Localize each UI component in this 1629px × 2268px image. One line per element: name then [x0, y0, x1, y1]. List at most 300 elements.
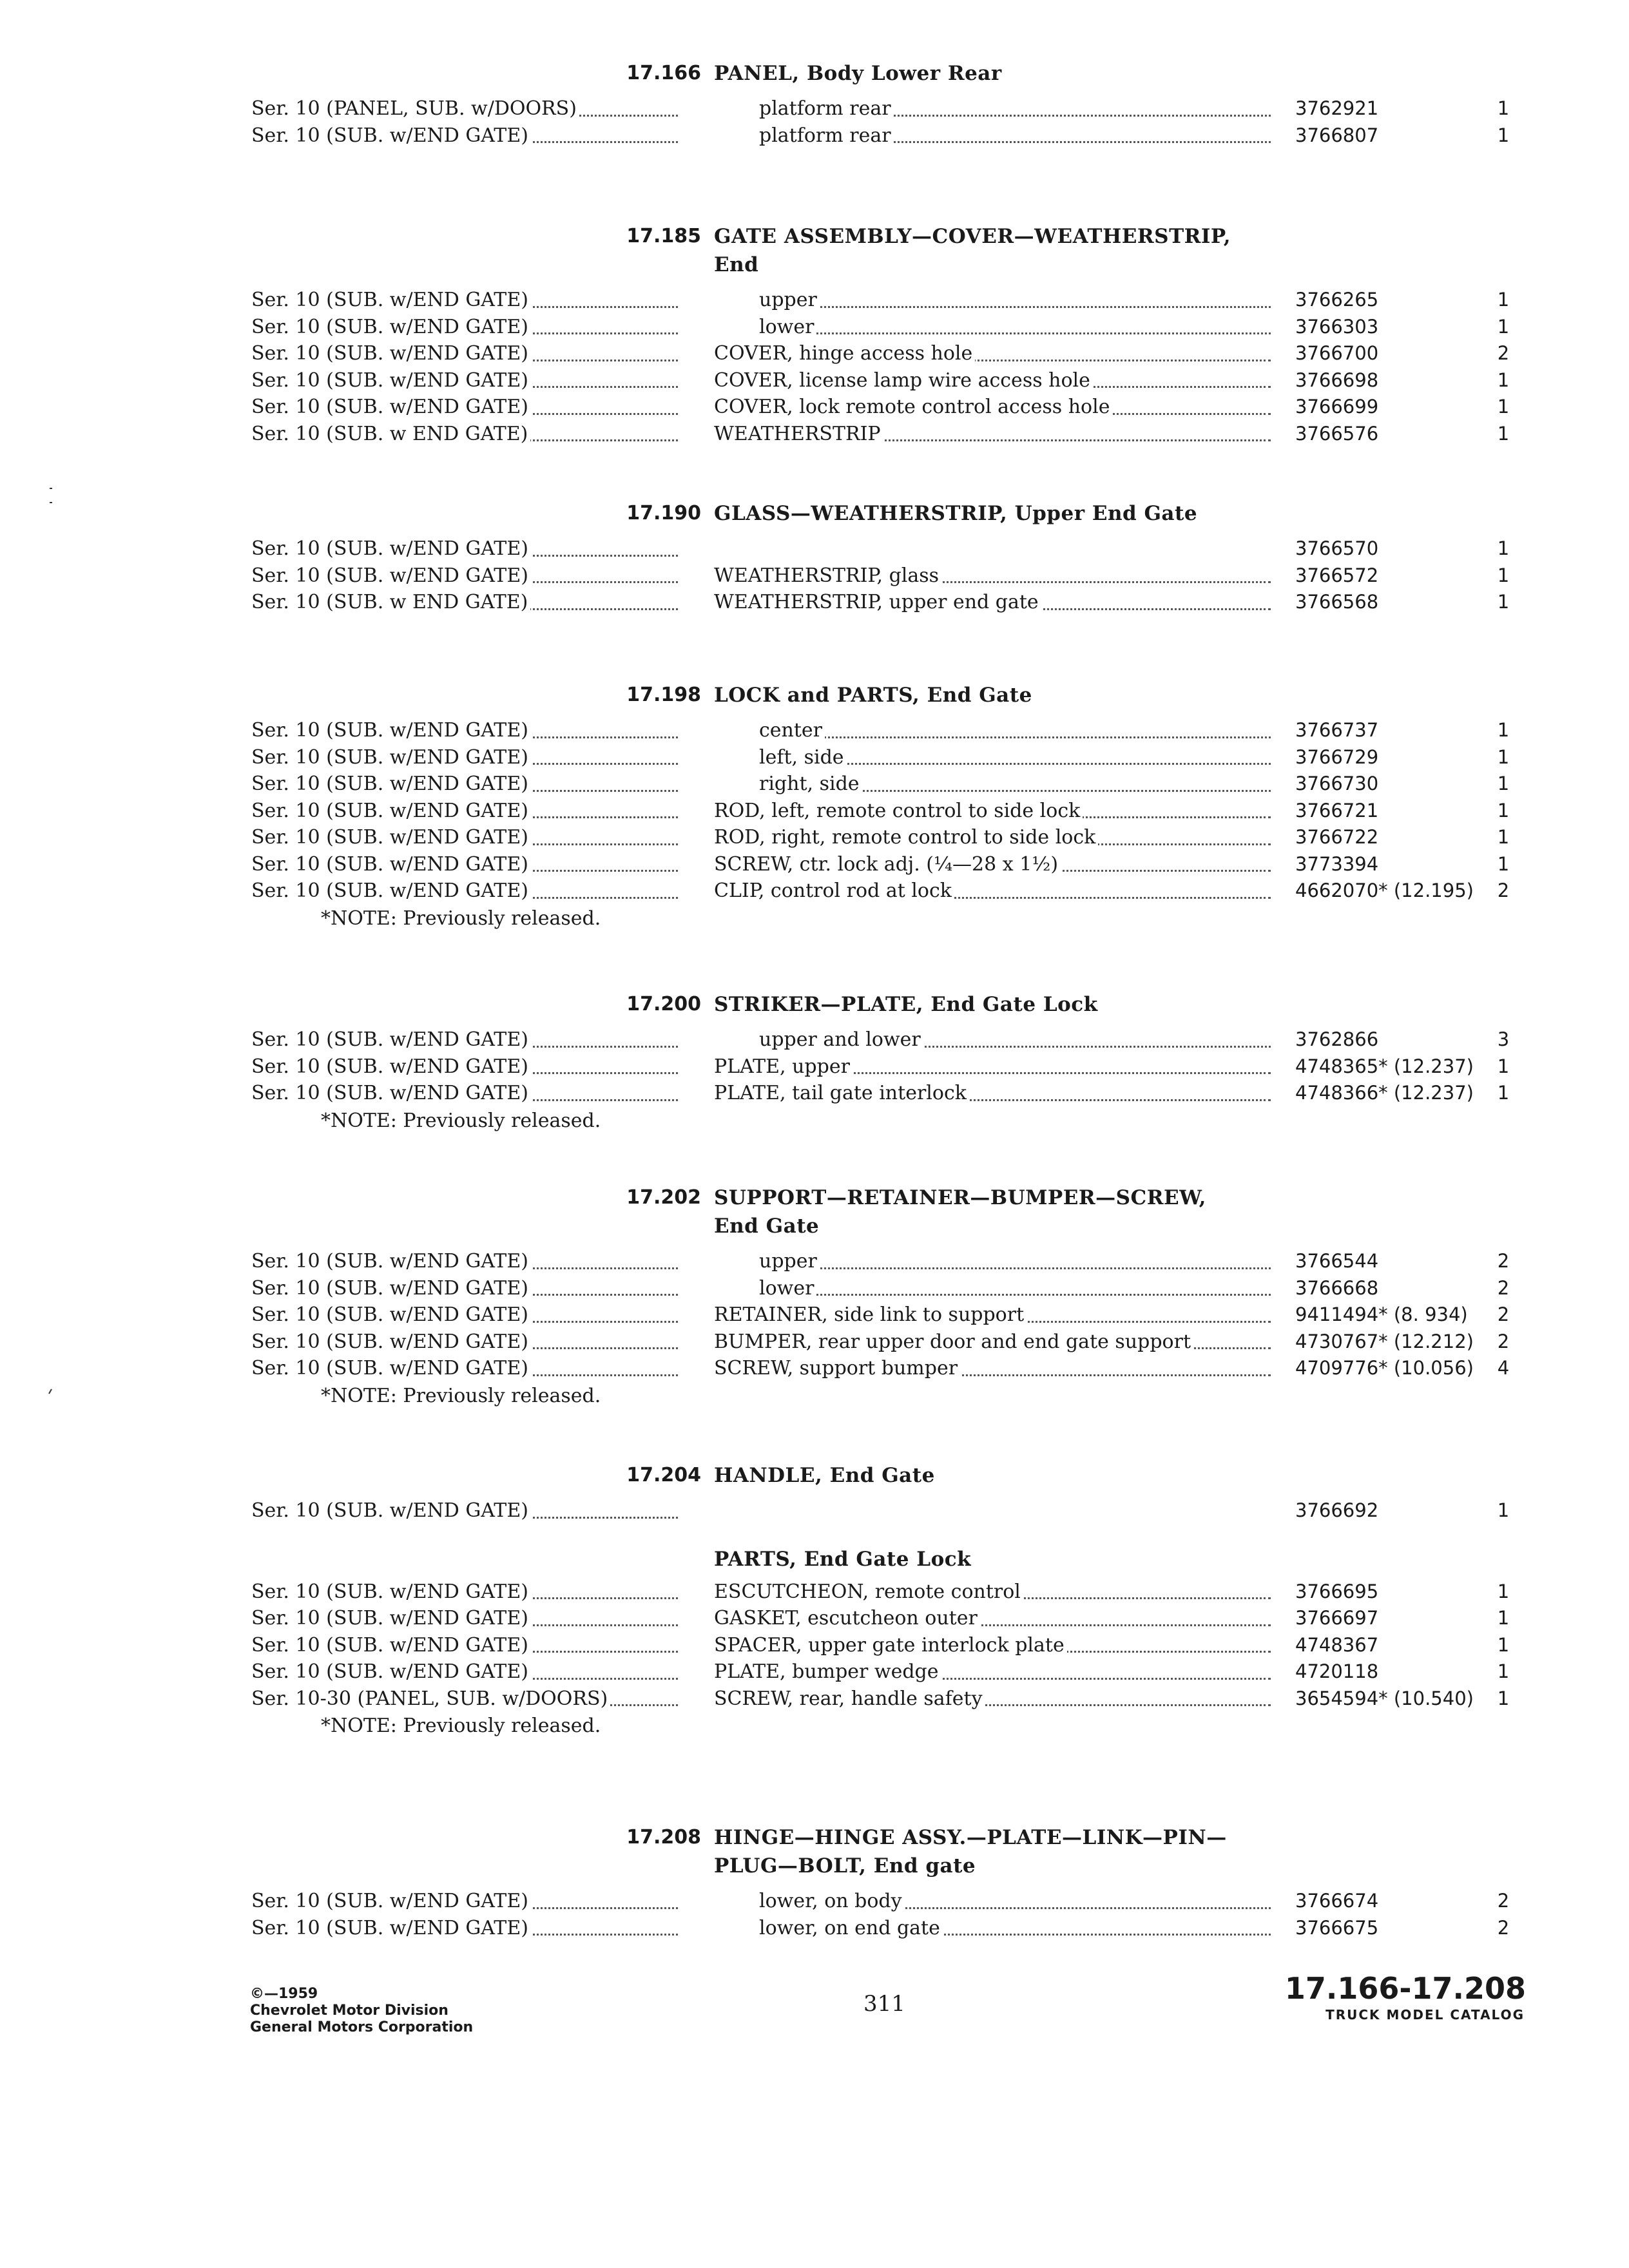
spacer	[0, 1019, 1629, 1026]
application-text: Ser. 10 (SUB. w/END GATE)	[251, 369, 531, 392]
part-number: 3766544	[1295, 1250, 1379, 1272]
leader-dots	[759, 1294, 1271, 1296]
part-number: 3766265	[1295, 289, 1379, 311]
part-number: 3766730	[1295, 773, 1379, 794]
quantity: 1	[1497, 537, 1510, 559]
description-cell	[714, 367, 1275, 394]
leader-dots	[759, 1267, 1271, 1269]
description-text: SCREW, rear, handle safety	[714, 1687, 985, 1710]
section-title: LOCK and PARTS, End Gate	[714, 684, 1032, 707]
application-text: Ser. 10 (SUB. w/END GATE)	[251, 826, 531, 849]
spacer	[0, 279, 1629, 287]
part-row	[0, 1080, 1629, 1107]
application-cell	[251, 1915, 683, 1942]
application-text: Ser. 10 (SUB. w/END GATE)	[251, 1890, 531, 1912]
part-number: 3766698	[1295, 369, 1379, 391]
quantity: 1	[1497, 97, 1510, 119]
application-cell	[251, 851, 683, 878]
section-note: *NOTE: Previously released.	[321, 1715, 601, 1737]
description-text: COVER, hinge access hole	[714, 342, 975, 365]
footer-corporation: General Motors Corporation	[250, 2019, 474, 2035]
quantity: 2	[1497, 1250, 1510, 1272]
application-text: Ser. 10 (SUB. w/END GATE)	[251, 1028, 531, 1051]
application-text: Ser. 10 (SUB. w/END GATE)	[251, 124, 531, 147]
application-text: Ser. 10 (SUB. w/END GATE)	[251, 1303, 531, 1326]
description-cell	[714, 878, 1275, 905]
section-heading	[0, 499, 1629, 528]
section-title: STRIKER—PLATE, End Gate Lock	[714, 993, 1098, 1016]
parts-rows	[0, 1026, 1629, 1107]
part-row	[0, 589, 1629, 616]
section-number: 17.208	[626, 1826, 701, 1849]
application-text: Ser. 10 (SUB. w/END GATE)	[251, 1917, 531, 1939]
quantity: 1	[1497, 1580, 1510, 1602]
part-row	[0, 1888, 1629, 1915]
description-cell	[714, 1329, 1275, 1356]
part-row	[0, 771, 1629, 798]
section-heading	[0, 681, 1629, 709]
application-text: Ser. 10 (SUB. w/END GATE)	[251, 289, 531, 311]
section-title: SUPPORT—RETAINER—BUMPER—SCREW,	[714, 1186, 1206, 1209]
part-number: 3766692	[1295, 1499, 1379, 1521]
part-number: 3773394	[1295, 852, 1379, 875]
spacer	[0, 709, 1629, 717]
part-row	[0, 798, 1629, 825]
part-row	[0, 1026, 1629, 1053]
application-text: Ser. 10 (SUB. w/END GATE)	[251, 800, 531, 822]
application-cell	[251, 1632, 683, 1659]
part-row	[0, 340, 1629, 367]
part-row	[0, 1915, 1629, 1942]
description-text: RETAINER, side link to support	[714, 1303, 1027, 1326]
parts-rows	[0, 1579, 1629, 1713]
application-text: Ser. 10 (SUB. w/END GATE)	[251, 1607, 531, 1629]
quantity: 1	[1497, 799, 1510, 822]
catalog-section	[0, 1823, 1629, 1941]
description-cell	[759, 1275, 1275, 1302]
application-text: Ser. 10 (SUB. w/END GATE)	[251, 396, 531, 418]
application-cell	[251, 1080, 683, 1107]
description-text: ROD, left, remote control to side lock	[714, 800, 1083, 822]
part-row	[0, 878, 1629, 905]
part-number: 3766572	[1295, 564, 1379, 586]
description-cell	[759, 1248, 1275, 1275]
spacer	[0, 1490, 1629, 1497]
part-row	[0, 421, 1629, 448]
description-text: lower	[759, 316, 816, 338]
quantity: 2	[1497, 1890, 1510, 1912]
application-cell	[251, 1329, 683, 1356]
section-number: 17.204	[626, 1464, 701, 1486]
part-row	[0, 1053, 1629, 1081]
application-text: Ser. 10 (SUB. w/END GATE)	[251, 1660, 531, 1683]
description-text: lower, on end gate	[759, 1917, 943, 1939]
description-text: SCREW, support bumper	[714, 1357, 960, 1379]
subsection-title: PARTS, End Gate Lock	[714, 1547, 972, 1571]
application-cell	[251, 1605, 683, 1632]
application-cell	[251, 744, 683, 771]
application-text: Ser. 10 (SUB. w/END GATE)	[251, 342, 531, 365]
description-text: GASKET, escutcheon outer	[714, 1607, 980, 1629]
description-cell	[714, 1302, 1275, 1329]
part-row	[0, 824, 1629, 851]
section-heading-continued	[0, 251, 1629, 279]
quantity: 1	[1497, 719, 1510, 741]
part-number: 3766737	[1295, 719, 1379, 741]
application-cell	[251, 287, 683, 314]
description-text: SCREW, ctr. lock adj. (¼—28 x 1½)	[714, 853, 1061, 876]
part-number: 3766695	[1295, 1580, 1379, 1602]
section-title-continued: PLUG—BOLT, End gate	[714, 1854, 976, 1878]
description-cell	[714, 340, 1275, 367]
spacer	[0, 1880, 1629, 1888]
quantity: 1	[1497, 315, 1510, 338]
part-number: 3766668	[1295, 1276, 1379, 1299]
subsection-heading	[0, 1540, 1629, 1579]
part-row	[0, 367, 1629, 394]
description-text: lower, on body	[759, 1890, 905, 1912]
part-row	[0, 1632, 1629, 1659]
footer-publisher	[250, 1986, 473, 2036]
quantity: 1	[1497, 1082, 1510, 1104]
quantity: 1	[1497, 1499, 1510, 1521]
quantity: 1	[1497, 591, 1510, 613]
description-cell	[714, 589, 1275, 616]
description-text: left, side	[759, 746, 847, 769]
section-heading-continued	[0, 1852, 1629, 1880]
description-cell	[759, 314, 1275, 341]
footer-division: Chevrolet Motor Division	[250, 2003, 448, 2019]
catalog-section	[0, 990, 1629, 1135]
part-row	[0, 287, 1629, 314]
description-text: center	[759, 719, 825, 742]
part-number: 4748367	[1295, 1633, 1379, 1656]
margin-mark	[48, 486, 54, 506]
part-row	[0, 717, 1629, 744]
section-note: *NOTE: Previously released.	[321, 1384, 601, 1407]
leader-dots	[759, 736, 1271, 738]
description-text: COVER, lock remote control access hole	[714, 396, 1112, 418]
description-text: COVER, license lamp wire access hole	[714, 369, 1093, 392]
application-cell	[251, 878, 683, 905]
part-number: 3762921	[1295, 97, 1379, 119]
spacer	[0, 1240, 1629, 1248]
section-number: 17.200	[626, 993, 701, 1015]
description-text: ESCUTCHEON, remote control	[714, 1581, 1023, 1603]
quantity: 2	[1497, 1330, 1510, 1352]
application-cell	[251, 1302, 683, 1329]
application-cell	[251, 314, 683, 341]
application-cell	[251, 367, 683, 394]
description-cell	[759, 744, 1275, 771]
part-row	[0, 1497, 1629, 1524]
quantity: 2	[1497, 342, 1510, 364]
part-number: 4709776* (10.056)	[1295, 1357, 1474, 1379]
part-number: 3766729	[1295, 745, 1379, 768]
part-row	[0, 1329, 1629, 1356]
application-cell	[251, 394, 683, 421]
part-number: 3766570	[1295, 537, 1379, 559]
description-cell	[714, 1355, 1275, 1382]
application-cell	[251, 535, 683, 562]
description-cell	[759, 287, 1275, 314]
application-text: Ser. 10 (SUB. w/END GATE)	[251, 1250, 531, 1273]
catalog-section	[0, 681, 1629, 933]
description-text: lower	[759, 1277, 816, 1300]
description-cell	[714, 1632, 1275, 1659]
part-row	[0, 851, 1629, 878]
description-cell	[714, 1080, 1275, 1107]
description-text: right, side	[759, 773, 862, 795]
spacer	[0, 88, 1629, 95]
quantity: 2	[1497, 1276, 1510, 1299]
margin-mark-small	[48, 1385, 53, 1392]
section-number: 17.166	[626, 62, 701, 84]
part-row	[0, 562, 1629, 590]
description-text: WEATHERSTRIP, glass	[714, 564, 941, 587]
application-text: Ser. 10 (SUB. w/END GATE)	[251, 1277, 531, 1300]
part-row	[0, 394, 1629, 421]
application-text: Ser. 10 (SUB. w END GATE)	[251, 591, 530, 613]
catalog-section	[0, 59, 1629, 149]
footer-copyright: ©—1959	[250, 1986, 318, 2002]
section-number: 17.185	[626, 225, 701, 247]
parts-rows	[0, 1497, 1629, 1524]
application-cell	[251, 1888, 683, 1915]
part-number: 3766568	[1295, 591, 1379, 613]
application-cell	[251, 1026, 683, 1053]
application-cell	[251, 122, 683, 149]
section-heading	[0, 1184, 1629, 1212]
description-text: SPACER, upper gate interlock plate	[714, 1634, 1067, 1657]
spacer	[0, 528, 1629, 535]
description-cell	[759, 717, 1275, 744]
application-cell	[251, 824, 683, 851]
description-cell	[714, 394, 1275, 421]
section-title-continued: End	[714, 253, 759, 276]
part-row	[0, 744, 1629, 771]
quantity: 4	[1497, 1357, 1510, 1379]
quantity: 1	[1497, 289, 1510, 311]
description-cell	[759, 95, 1275, 122]
part-number: 4662070* (12.195)	[1295, 879, 1474, 901]
part-number: 3762866	[1295, 1028, 1379, 1050]
part-number: 3766675	[1295, 1916, 1379, 1939]
quantity: 1	[1497, 826, 1510, 848]
part-row	[0, 1275, 1629, 1302]
application-cell	[251, 1053, 683, 1081]
application-cell	[251, 1497, 683, 1524]
part-number: 3766700	[1295, 342, 1379, 364]
application-text: Ser. 10 (SUB. w/END GATE)	[251, 537, 531, 560]
catalog-section	[0, 222, 1629, 447]
section-title: GLASS—WEATHERSTRIP, Upper End Gate	[714, 502, 1198, 525]
part-number: 4748366* (12.237)	[1295, 1082, 1474, 1104]
section-title: HANDLE, End Gate	[714, 1464, 935, 1487]
description-text: upper and lower	[759, 1028, 923, 1051]
description-text: ROD, right, remote control to side lock	[714, 826, 1098, 849]
quantity: 3	[1497, 1028, 1510, 1050]
description-cell	[759, 771, 1275, 798]
section-note: *NOTE: Previously released.	[321, 1109, 601, 1132]
section-title: PANEL, Body Lower Rear	[714, 62, 1002, 85]
part-row	[0, 1686, 1629, 1713]
section-number: 17.190	[626, 502, 701, 524]
description-cell	[714, 1579, 1275, 1606]
quantity: 1	[1497, 124, 1510, 146]
part-number: 3766807	[1295, 124, 1379, 146]
leader-dots	[759, 306, 1271, 308]
catalog-section	[0, 499, 1629, 616]
part-row	[0, 95, 1629, 122]
description-cell	[714, 1686, 1275, 1713]
catalog-section	[0, 1461, 1629, 1740]
description-cell	[714, 851, 1275, 878]
quantity: 1	[1497, 773, 1510, 794]
description-cell	[759, 1888, 1275, 1915]
description-text: PLATE, upper	[714, 1055, 853, 1078]
description-text: PLATE, bumper wedge	[714, 1660, 941, 1683]
description-cell	[714, 1605, 1275, 1632]
parts-rows	[0, 95, 1629, 149]
description-text: WEATHERSTRIP	[714, 423, 883, 445]
application-text: Ser. 10 (SUB. w/END GATE)	[251, 1055, 531, 1078]
application-text: Ser. 10 (SUB. w/END GATE)	[251, 746, 531, 769]
part-number: 3766697	[1295, 1607, 1379, 1629]
section-note: *NOTE: Previously released.	[321, 907, 601, 930]
application-text: Ser. 10 (SUB. w/END GATE)	[251, 1331, 531, 1353]
quantity: 1	[1497, 1687, 1510, 1709]
section-heading	[0, 1461, 1629, 1490]
application-cell	[251, 1579, 683, 1606]
description-cell	[714, 562, 1275, 590]
part-number: 3766699	[1295, 396, 1379, 418]
part-number: 3766721	[1295, 799, 1379, 822]
description-cell	[714, 1658, 1275, 1686]
application-text: Ser. 10 (SUB. w/END GATE)	[251, 1357, 531, 1379]
description-cell	[714, 1053, 1275, 1081]
application-cell	[251, 798, 683, 825]
part-number: 3766303	[1295, 315, 1379, 338]
application-cell	[251, 1355, 683, 1382]
application-text: Ser. 10-30 (PANEL, SUB. w/DOORS)	[251, 1687, 610, 1710]
application-text: Ser. 10 (SUB. w/END GATE)	[251, 1634, 531, 1657]
quantity: 1	[1497, 369, 1510, 391]
parts-rows	[0, 1248, 1629, 1382]
description-cell	[714, 421, 1275, 448]
application-cell	[251, 1658, 683, 1686]
application-cell	[251, 1686, 683, 1713]
description-text: platform rear	[759, 124, 894, 147]
section-heading	[0, 59, 1629, 88]
section-range: 17.166-17.208	[1284, 1971, 1526, 2006]
part-row	[0, 1302, 1629, 1329]
parts-rows	[0, 717, 1629, 905]
part-row	[0, 1658, 1629, 1686]
section-heading	[0, 1823, 1629, 1852]
parts-rows	[0, 535, 1629, 616]
application-text: Ser. 10 (SUB. w/END GATE)	[251, 316, 531, 338]
section-heading	[0, 990, 1629, 1019]
quantity: 1	[1497, 422, 1510, 445]
part-number: 3766722	[1295, 826, 1379, 848]
description-text: WEATHERSTRIP, upper end gate	[714, 591, 1041, 613]
parts-rows	[0, 1888, 1629, 1941]
part-number: 3654594* (10.540)	[1295, 1687, 1474, 1709]
application-cell	[251, 717, 683, 744]
parts-rows	[0, 287, 1629, 447]
application-text: Ser. 10 (SUB. w/END GATE)	[251, 1499, 531, 1522]
part-row	[0, 314, 1629, 341]
part-number: 4748365* (12.237)	[1295, 1055, 1474, 1077]
application-text: Ser. 10 (SUB. w/END GATE)	[251, 1082, 531, 1104]
application-text: Ser. 10 (SUB. w/END GATE)	[251, 719, 531, 742]
section-number: 17.202	[626, 1186, 701, 1209]
quantity: 1	[1497, 1055, 1510, 1077]
application-text: Ser. 10 (PANEL, SUB. w/DOORS)	[251, 97, 579, 120]
part-number: 9411494* (8. 934)	[1295, 1303, 1468, 1325]
catalog-name: TRUCK MODEL CATALOG	[1325, 2007, 1525, 2023]
description-cell	[759, 1026, 1275, 1053]
quantity: 1	[1497, 1633, 1510, 1656]
application-text: Ser. 10 (SUB. w/END GATE)	[251, 853, 531, 876]
quantity: 1	[1497, 1607, 1510, 1629]
part-row	[0, 1605, 1629, 1632]
catalog-section	[0, 1184, 1629, 1410]
part-row	[0, 1355, 1629, 1382]
application-cell	[251, 1248, 683, 1275]
section-title: GATE ASSEMBLY—COVER—WEATHERSTRIP,	[714, 225, 1231, 248]
section-number: 17.198	[626, 684, 701, 706]
part-row	[0, 1248, 1629, 1275]
part-row	[0, 535, 1629, 562]
quantity: 1	[1497, 745, 1510, 768]
quantity: 2	[1497, 1916, 1510, 1939]
part-row	[0, 122, 1629, 149]
section-title: HINGE—HINGE ASSY.—PLATE—LINK—PIN—	[714, 1826, 1227, 1849]
application-text: Ser. 10 (SUB. w/END GATE)	[251, 1581, 531, 1603]
description-cell	[759, 122, 1275, 149]
part-number: 3766576	[1295, 422, 1379, 445]
description-text: PLATE, tail gate interlock	[714, 1082, 969, 1104]
leader-dots	[759, 332, 1271, 334]
part-number: 4720118	[1295, 1660, 1379, 1682]
description-cell	[714, 798, 1275, 825]
page-number: 311	[863, 1991, 905, 2017]
part-row	[0, 1579, 1629, 1606]
application-cell	[251, 589, 683, 616]
part-number: 4730767* (12.212)	[1295, 1330, 1474, 1352]
section-title-continued: End Gate	[714, 1215, 820, 1238]
quantity: 2	[1497, 879, 1510, 901]
application-cell	[251, 95, 683, 122]
description-text: upper	[759, 289, 820, 311]
section-heading-continued	[0, 1212, 1629, 1240]
description-text: upper	[759, 1250, 820, 1273]
application-cell	[251, 421, 683, 448]
application-cell	[251, 340, 683, 367]
part-number: 3766674	[1295, 1890, 1379, 1912]
description-text: platform rear	[759, 97, 894, 120]
description-cell	[714, 824, 1275, 851]
section-heading	[0, 222, 1629, 251]
quantity: 1	[1497, 396, 1510, 418]
description-text: BUMPER, rear upper door and end gate support	[714, 1331, 1193, 1353]
application-cell	[251, 1275, 683, 1302]
application-text: Ser. 10 (SUB. w END GATE)	[251, 423, 530, 445]
application-text: Ser. 10 (SUB. w/END GATE)	[251, 564, 531, 587]
quantity: 1	[1497, 564, 1510, 586]
